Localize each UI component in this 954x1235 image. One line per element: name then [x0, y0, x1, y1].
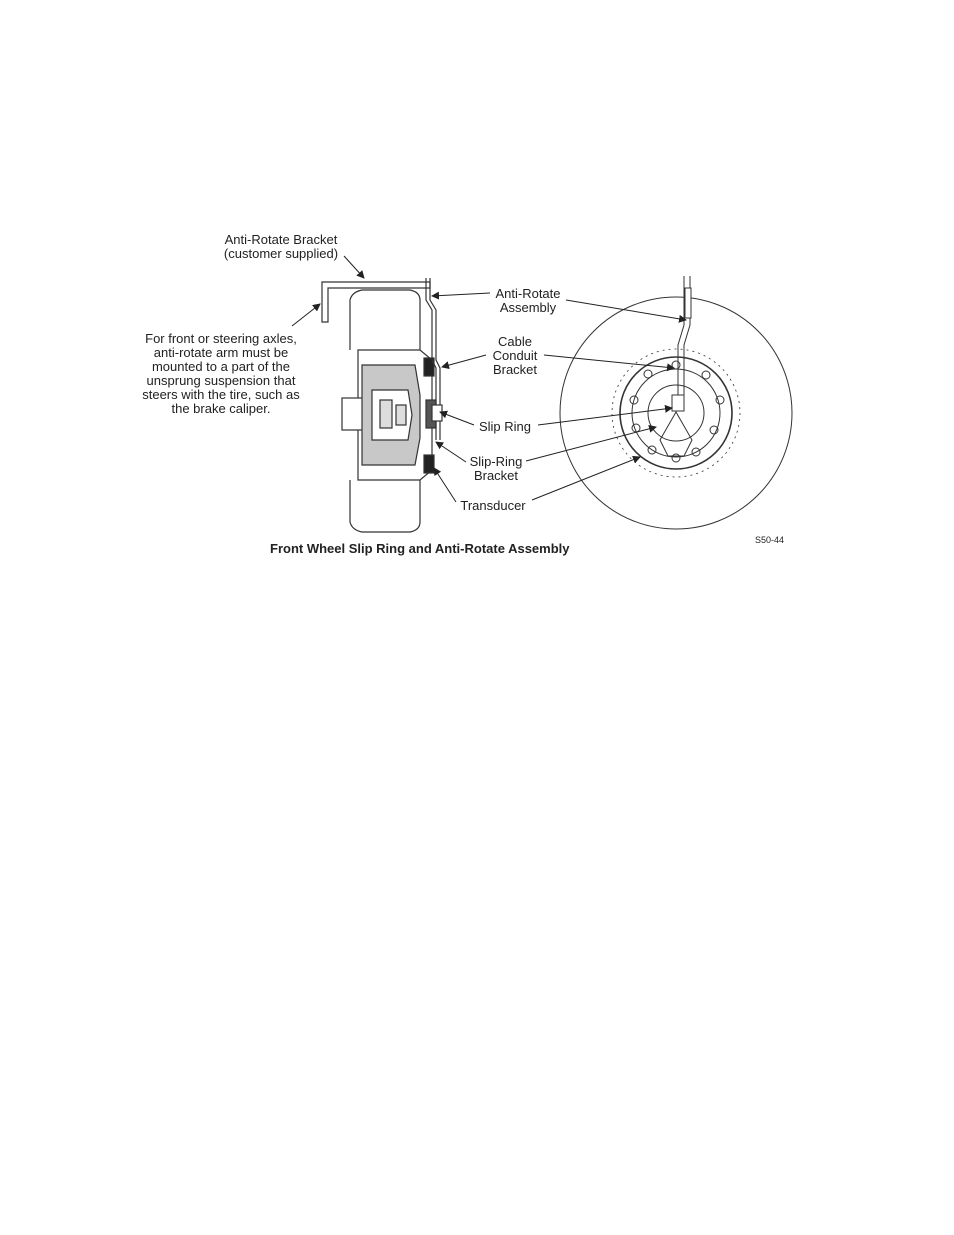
- slip-ring-bracket-shape: [660, 412, 692, 456]
- label-slip-ring-bracket: Slip-Ring Bracket: [469, 454, 523, 483]
- leader-steering-note: [292, 304, 320, 326]
- label-cable-conduit-bracket: Cable Conduit Bracket: [492, 334, 538, 377]
- leader-slip-ring-right: [538, 408, 672, 425]
- label-slip-ring: Slip Ring: [478, 419, 532, 434]
- leader-transducer-left: [434, 468, 456, 502]
- side-view: [322, 278, 442, 532]
- label-steering-note: For front or steering axles, anti-rotate arm must be mounted to a part of the unsprung suspension that steers with the tire, such as the brake caliper.: [142, 331, 300, 416]
- front-view: [560, 276, 792, 529]
- upper-tire: [350, 290, 420, 350]
- lower-tire: [350, 480, 420, 532]
- leader-cable-conduit-left: [442, 355, 486, 367]
- label-anti-rotate-assembly: Anti-Rotate Assembly: [495, 286, 561, 315]
- leader-anti-rotate-assembly-right: [566, 300, 686, 320]
- leader-slip-ring-bracket-right: [526, 427, 656, 461]
- figure-caption: Front Wheel Slip Ring and Anti-Rotate Assembly: [270, 541, 570, 556]
- label-anti-rotate-bracket: Anti-Rotate Bracket (customer supplied): [223, 232, 339, 261]
- bearing: [380, 400, 392, 428]
- leader-anti-rotate-assembly-left: [432, 293, 490, 296]
- anti-rotate-bracket-shape: [322, 282, 430, 322]
- figure-id: S50-44: [755, 535, 785, 545]
- leader-slip-ring-left: [440, 412, 474, 425]
- label-transducer: Transducer: [460, 498, 526, 513]
- leader-transducer-right: [532, 457, 640, 500]
